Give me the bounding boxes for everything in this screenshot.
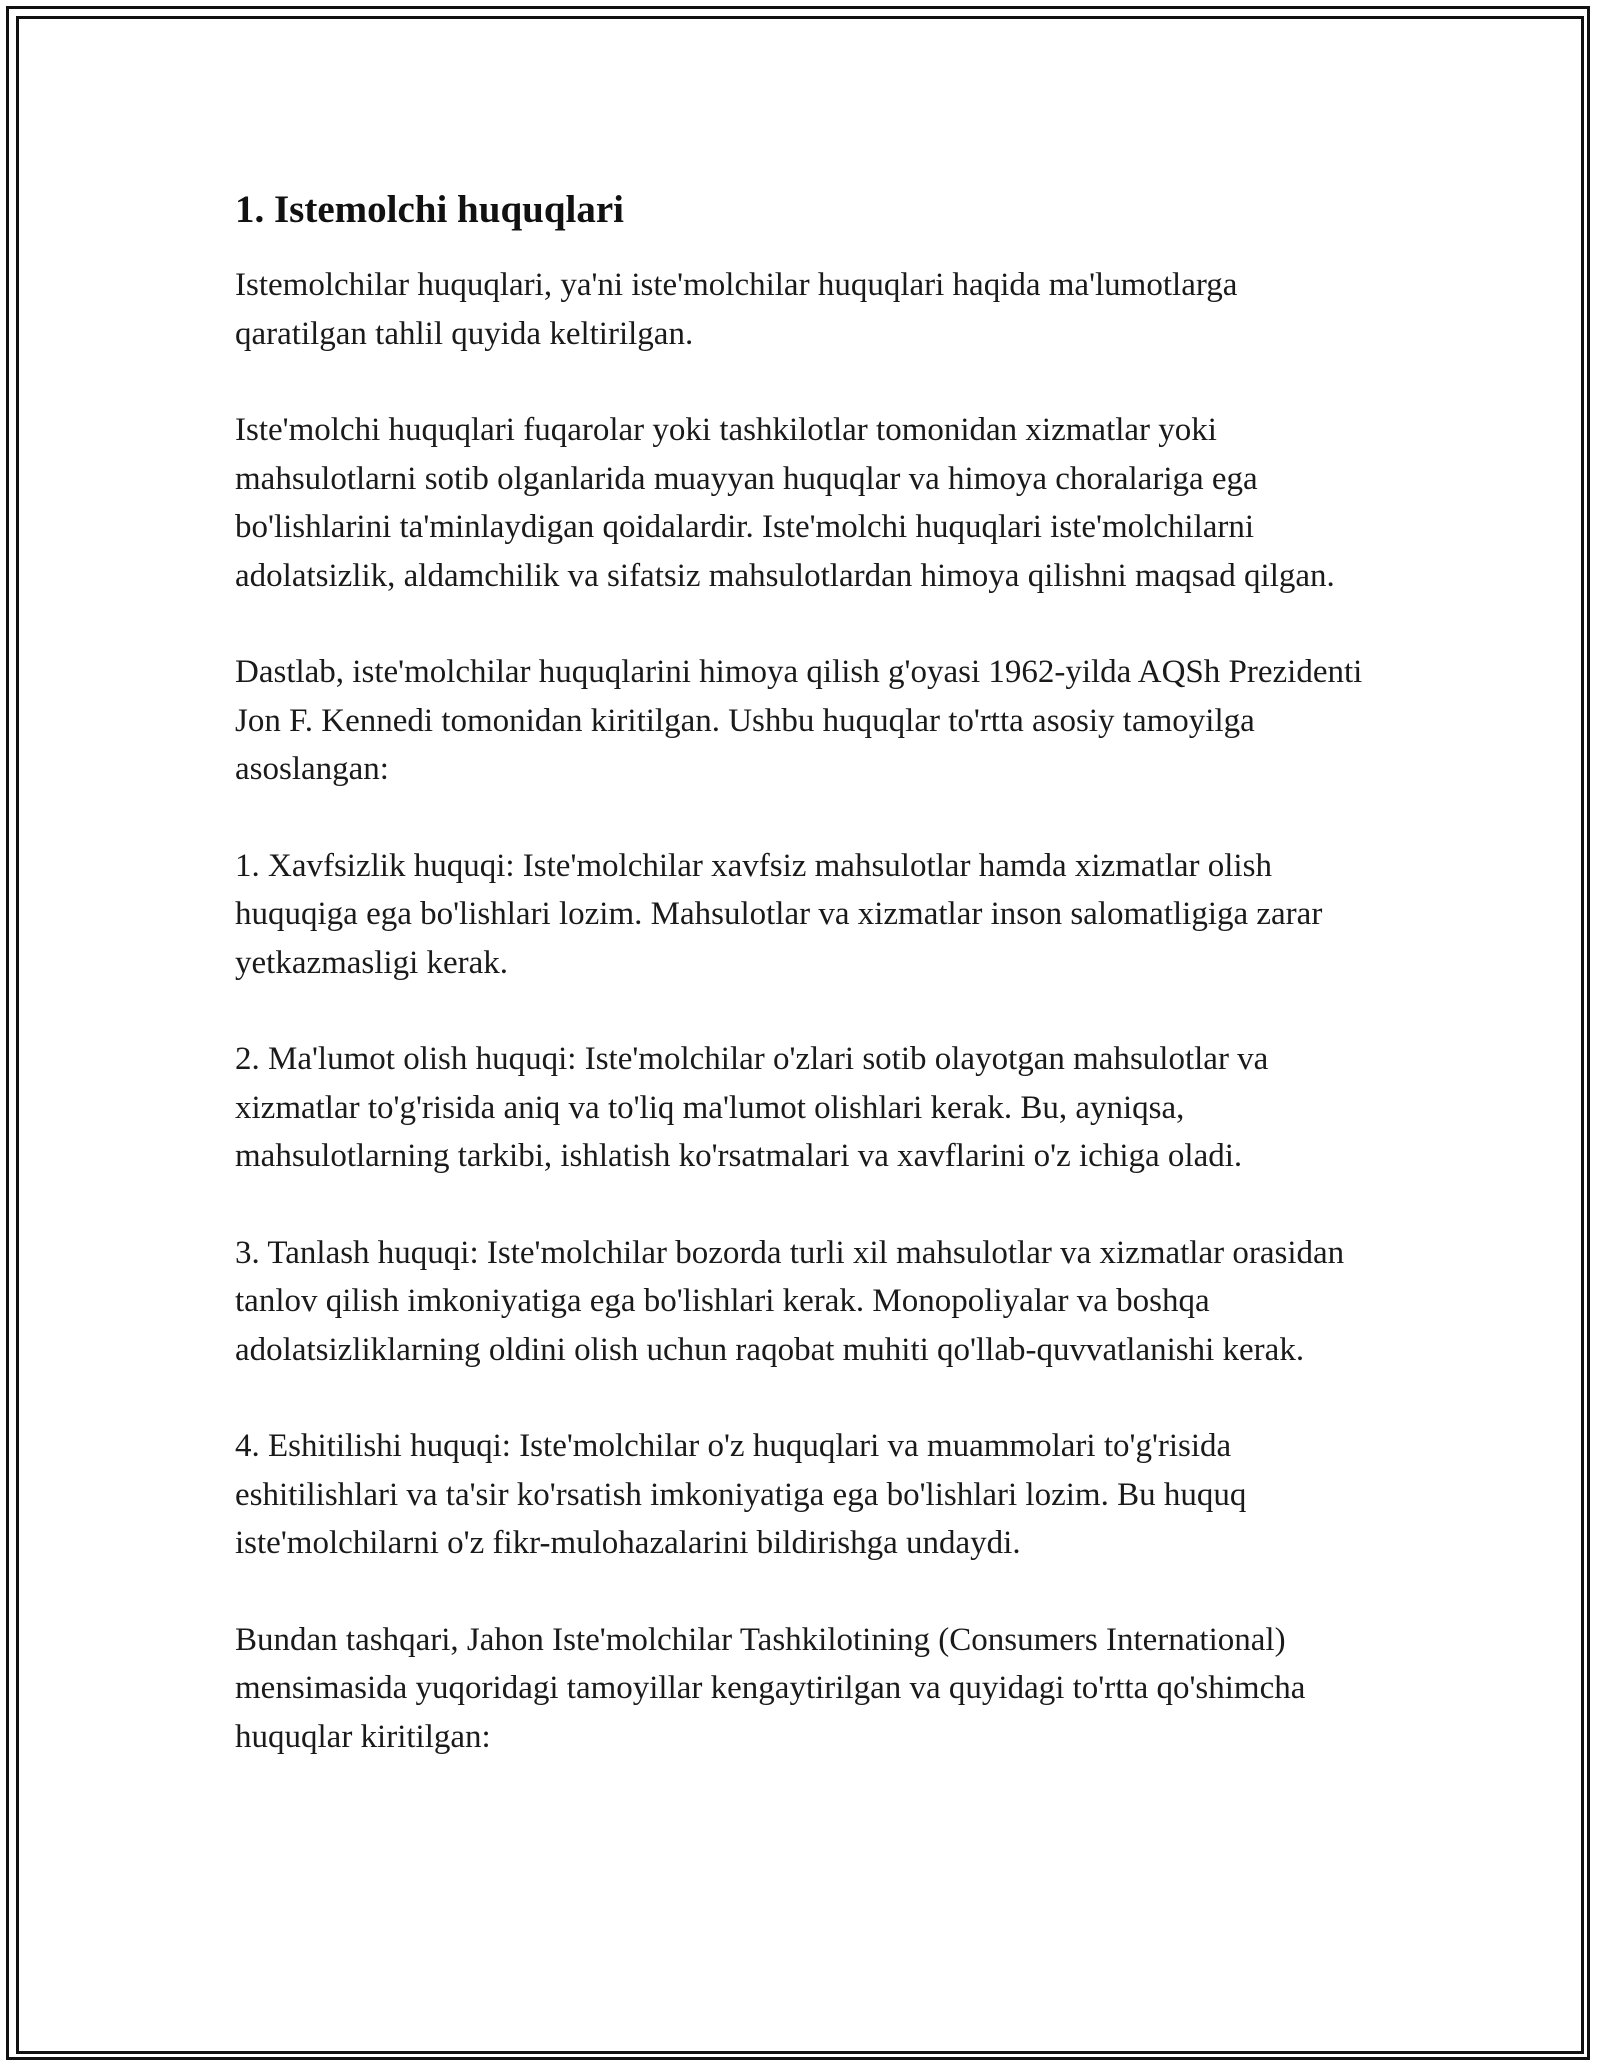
paragraph-right-information: 2. Ma'lumot olish huquqi: Iste'molchilar o'zlari sotib olayotgan mahsulotlar va xizmatlar to'g'risida aniq va to'liq ma'lumot olishlari kerak. Bu, ayniqsa, mahsulotlarning tarkibi, ishlatish ko'rsatmalari va xavflarini o'z ichiga oladi.	[235, 1041, 1269, 1174]
paragraph-additional-rights: Bundan tashqari, Jahon Iste'molchilar Tashkilotining (Consumers International) mensimasida yuqoridagi tamoyillar kengaytirilgan va quyidagi to'rtta qo'shimcha huquqlar kiritilgan:	[235, 1621, 1306, 1755]
document-body	[235, 185, 1375, 1809]
paragraph-right-heard: 4. Eshitilishi huquqi: Iste'molchilar o'z huquqlari va muammolari to'g'risida eshitilishlari va ta'sir ko'rsatish imkoniyatiga ega bo'lishlari lozim. Bu huquq iste'molchilarni o'z fikr-mulohazalarini bildirishga undaydi.	[235, 1428, 1247, 1561]
section-title: 1. Istemolchi huquqlari	[235, 188, 624, 231]
paragraph-definition: Iste'molchi huquqlari fuqarolar yoki tashkilotlar tomonidan xizmatlar yoki mahsulotlarni sotib olganlarida muayyan huquqlar va himoya choralariga ega bo'lishlarini ta'minlaydigan qoidalardir. Iste'molchi huquqlari iste'molchilarni adolatsizlik, aldamchilik va sifatsiz mahsulotlardan himoya qilishni maqsad qilgan.	[235, 412, 1335, 594]
paragraph-right-safety: 1. Xavfsizlik huquqi: Iste'molchilar xavfsiz mahsulotlar hamda xizmatlar olish huquqiga ega bo'lishlari lozim. Mahsulotlar va xizmatlar inson salomatligiga zarar yetkazmasligi kerak.	[235, 847, 1323, 981]
paragraph-history: Dastlab, iste'molchilar huquqlarini himoya qilish g'oyasi 1962-yilda AQSh Prezidenti Jon F. Kennedi tomonidan kiritilgan. Ushbu huquqlar to'rtta asosiy tamoyilga asoslangan:	[235, 654, 1363, 787]
paragraph-intro: Istemolchilar huquqlari, ya'ni iste'molchilar huquqlari haqida ma'lumotlarga qaratilgan tahlil quyida keltirilgan.	[235, 267, 1238, 352]
paragraph-right-choice: 3. Tanlash huquqi: Iste'molchilar bozorda turli xil mahsulotlar va xizmatlar orasidan tanlov qilish imkoniyatiga ega bo'lishlari kerak. Monopoliyalar va boshqa adolatsizliklarning oldini olish uchun raqobat muhiti qo'llab-quvvatlanishi kerak.	[235, 1234, 1345, 1368]
